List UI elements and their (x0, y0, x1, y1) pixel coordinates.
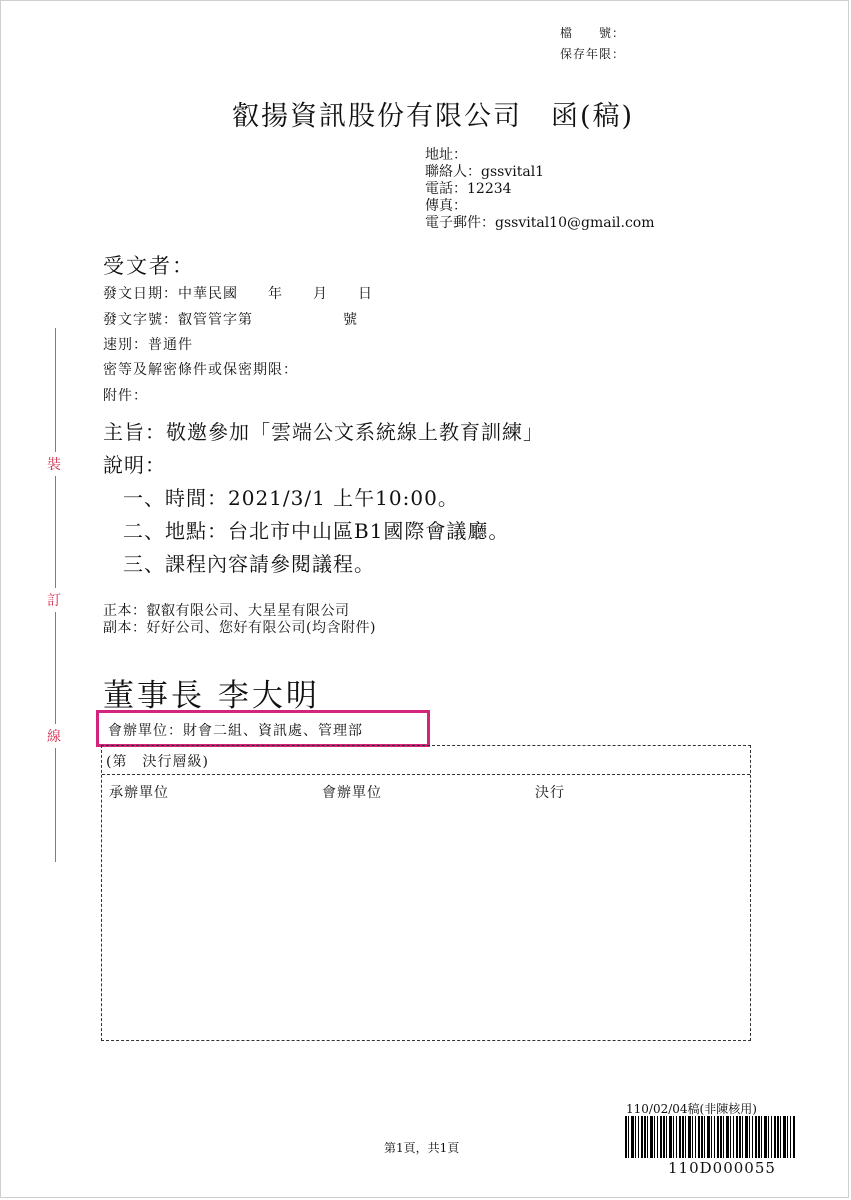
attachment-label: 附件： (103, 388, 148, 404)
signer-name: 董事長 李大明 (103, 678, 320, 714)
explanation-item: 三、課程內容請參閱議程。 (123, 552, 375, 576)
decision-level-label: (第 決行層級) (106, 754, 209, 770)
cosign-units: 會辦單位：財會二組、資訊處、管理部 (108, 723, 363, 739)
issue-date: 發文日期：中華民國 年 月 日 (103, 286, 373, 302)
barcode-caption: 110/02/04稿(非陳核用) (626, 1102, 757, 1116)
binding-mark: 裝 (47, 452, 61, 476)
barcode-graphic (625, 1116, 795, 1158)
column-undertaking-unit: 承辦單位 (109, 785, 169, 801)
file-number-label: 檔 號： (560, 26, 626, 40)
column-cosign-unit: 會辦單位 (322, 785, 382, 801)
decision-level-box (101, 745, 751, 1041)
barcode-number: 110D000055 (668, 1159, 776, 1177)
issue-number: 發文字號：叡管管字第 號 (103, 312, 358, 328)
cc-recipients: 副本：好好公司、您好有限公司(均含附件) (103, 620, 376, 636)
explanation-item: 二、地點：台北市中山區B1國際會議廳。 (123, 519, 510, 543)
column-final-decision: 決行 (535, 785, 565, 801)
sender-phone: 電話：12234 (425, 181, 512, 197)
sender-address: 地址： (425, 147, 467, 163)
recipient-label: 受文者： (103, 254, 195, 278)
copy-distribution (103, 603, 376, 637)
speed-class: 速別：普通件 (103, 337, 193, 353)
binding-mark: 訂 (47, 588, 61, 612)
sender-info (425, 147, 655, 232)
security-level: 密等及解密條件或保密期限： (103, 362, 298, 378)
page-number: 第1頁，共1頁 (384, 1141, 460, 1155)
document-title: 叡揚資訊股份有限公司 函(稿) (232, 101, 635, 132)
explanation-item: 一、時間：2021/3/1 上午10:00。 (123, 486, 459, 510)
explanation-label: 說明： (103, 453, 166, 477)
sender-fax: 傳真： (425, 198, 467, 214)
sender-email: 電子郵件：gssvital10@gmail.com (425, 215, 655, 231)
subject-line: 主旨：敬邀參加「雲端公文系統線上教育訓練」 (103, 420, 544, 444)
sender-contact: 聯絡人：gssvital1 (425, 164, 545, 180)
main-recipients: 正本：叡叡有限公司、大星星有限公司 (103, 603, 350, 619)
retention-period-label: 保存年限： (560, 47, 626, 61)
cosign-highlight-box (96, 710, 430, 747)
binding-mark: 線 (47, 724, 61, 748)
decision-level-header (102, 746, 750, 775)
